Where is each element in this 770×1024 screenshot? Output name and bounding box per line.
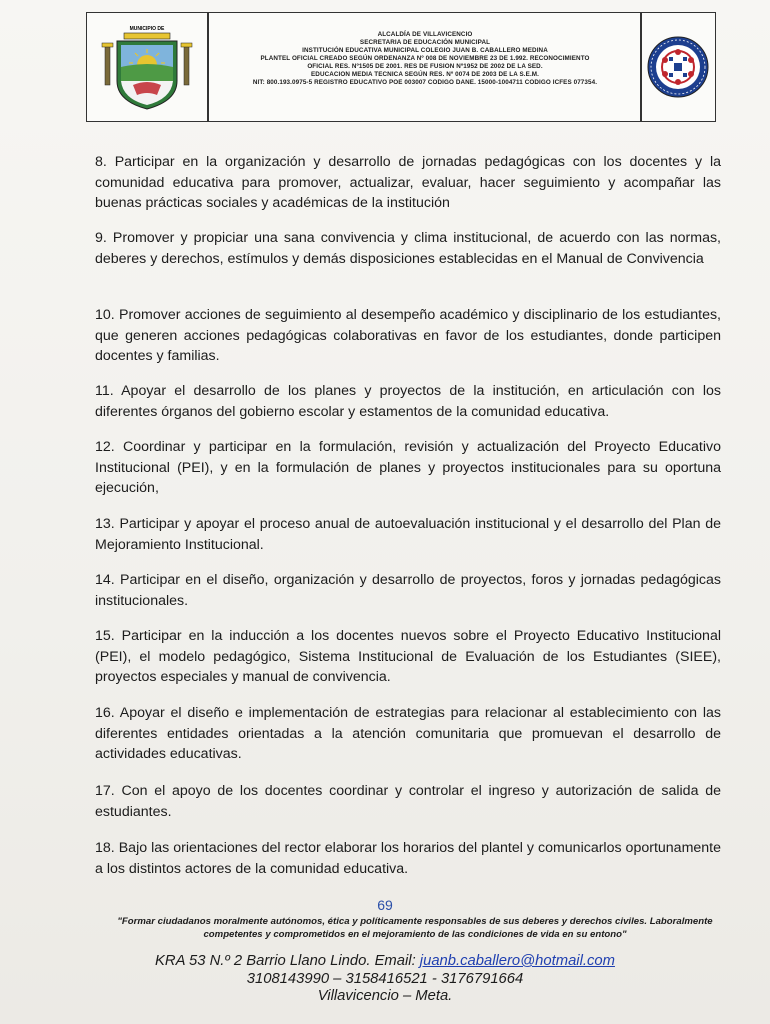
letterhead-divider [207, 13, 209, 121]
contact-footer [0, 953, 770, 1006]
email-link[interactable]: juanb.caballero@hotmail.com [419, 953, 615, 969]
list-item: 16. Apoyar el diseño e implementación de estrategias para relacionar al establecimiento con las diferentes entidades orientadas a la atención comunitaria que promuevan el desarrollo de actividades educativas. [95, 705, 721, 762]
list-item: 9. Promover y propiciar una sana convivencia y clima institucional, de acuerdo con las normas, deberes y derechos, estímulos y demás disposiciones establecidas en el Manual de Convivencia [95, 230, 721, 267]
letterhead-line: SECRETARIA DE EDUCACIÓN MUNICIPAL [359, 39, 491, 46]
institutional-motto [60, 915, 770, 941]
list-item: 14. Participar en el diseño, organización y desarrollo de proyectos, foros y jornadas pedagógicas institucionales. [95, 572, 721, 609]
letterhead-divider [640, 13, 642, 121]
city-line: Villavicencio – Meta. [317, 988, 453, 1004]
letterhead-line: PLANTEL OFICIAL CREADO SEGÚN ORDENANZA Nº 008 DE NOVIEMBRE 23 DE 1.992. RECONOCIMIENTO [260, 55, 590, 62]
list-item: 11. Apoyar el desarrollo de los planes y proyectos de la institución, en articulación con los diferentes órganos del gobierno escolar y estamentos de la comunidad educativa. [95, 383, 721, 420]
letterhead-line: EDUCACION MEDIA TECNICA SEGÚN RES. Nº 0074 DE 2003 DE LA S.E.M. [311, 71, 539, 78]
list-item: 13. Participar y apoyar el proceso anual de autoevaluación institucional y el desarrollo del Plan de Mejoramiento Institucional. [95, 516, 721, 553]
letterhead-text [211, 31, 639, 87]
municipal-crest-icon [97, 21, 197, 113]
list-item: 17. Con el apoyo de los docentes coordinar y controlar el ingreso y autorización de salida de estudiantes. [95, 783, 721, 820]
list-item: 8. Participar en la organización y desarrollo de jornadas pedagógicas con los docentes y la comunidad educativa para promover, actualizar, evaluar, hacer seguimiento y acompañar las buenas prácticas sociales y académicas de la institución [95, 154, 721, 211]
list-item: 10. Promover acciones de seguimiento al desempeño académico y disciplinario de los estudiantes, que generen acciones pedagógicas colaborativas en favor de los estudiantes, donde participen docentes y familias. [95, 307, 721, 364]
letterhead-line: ALCALDÍA DE VILLAVICENCIO [377, 31, 473, 38]
address-line [0, 953, 770, 971]
list-item: 15. Participar en la inducción a los docentes nuevos sobre el Proyecto Educativo Institucional (PEI), el modelo pedagógico, Sistema Institucional de Evaluación de los Estudiantes (SIEE), proyectos especiales y manual de convivencia. [95, 628, 721, 685]
letterhead-line: NIT: 800.193.0975-5 REGISTRO EDUCATIVO POE 003007 CODIGO DANE. 15000-1004711 CODIGO ICFES 077354. [252, 79, 598, 86]
letterhead-line: OFICIAL RES. Nº1505 DE 2001. RES DE FUSION Nº1952 DE 2002 DE LA SED. [307, 63, 543, 70]
page-number: 69 [377, 897, 393, 913]
letterhead-line: INSTITUCIÓN EDUCATIVA MUNICIPAL COLEGIO JUAN B. CABALLERO MEDINA [302, 47, 548, 54]
school-seal-icon [645, 21, 711, 111]
list-item: 12. Coordinar y participar en la formulación, revisión y actualización del Proyecto Educativo Institucional (PEI), y en la formulación de planes y proyectos institucionales para su oportuna ejecución, [95, 439, 721, 496]
phone-numbers: 3108143990 – 3158416521 - 3176791664 [246, 970, 524, 987]
letterhead [86, 12, 716, 122]
address-text: KRA 53 N.º 2 Barrio Llano Lindo. Email: [155, 953, 420, 969]
motto-line: "Formar ciudadanos moralmente autónomos, ética y políticamente responsables de sus deberes y derechos civiles. Laboralmente [117, 916, 713, 927]
svg-text:MUNICIPIO DE: MUNICIPIO DE [129, 26, 165, 32]
motto-line: competentes y comprometidos en el mejoramiento de las condiciones de vida en su entono" [203, 929, 627, 940]
list-item: 18. Bajo las orientaciones del rector elaborar los horarios del plantel y comunicarlos oportunamente a los distintos actores de la comunidad educativa. [95, 840, 721, 877]
